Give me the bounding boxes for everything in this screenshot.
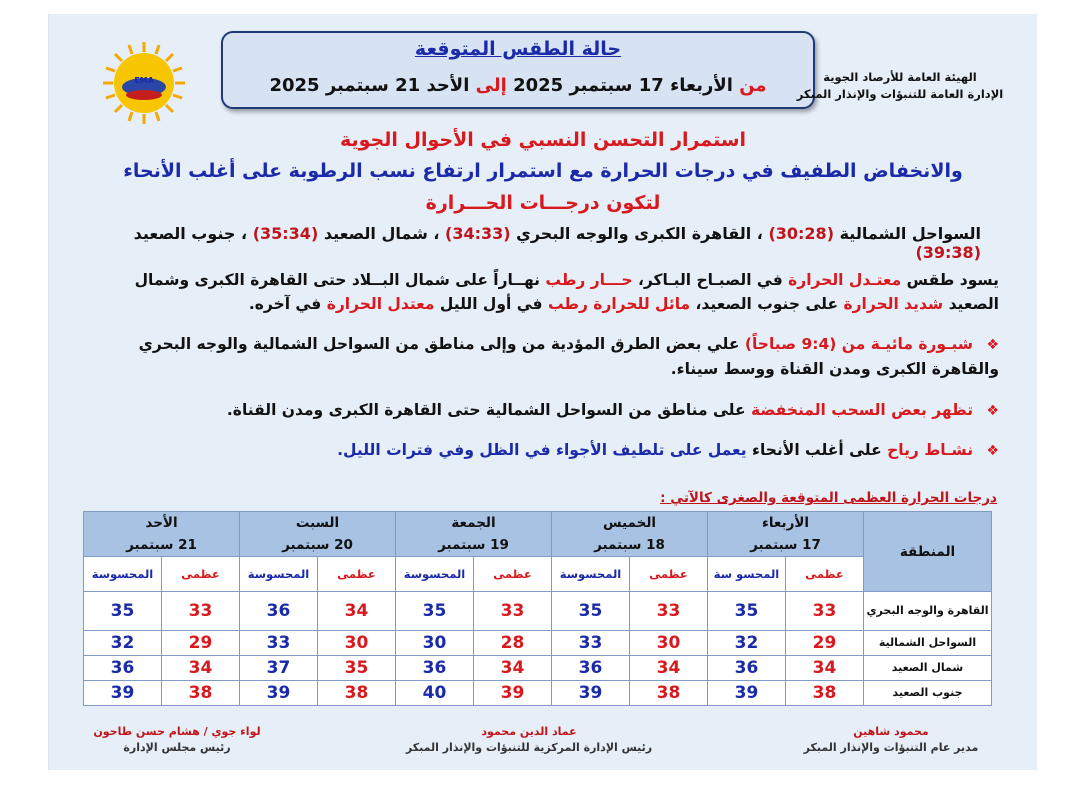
signature-2: عماد الدين محمود رئيس الإدارة المركزية للتنبؤات والإنذار المبكر — [405, 725, 653, 754]
max-label: عظمى — [162, 557, 240, 592]
bulletin-period: من الأربعاء 17 سبتمبر 2025 إلى الأحد 21 سبتمبر 2025 — [269, 75, 767, 96]
feel-label: المحسوسة — [240, 557, 318, 592]
max-temp-cell: 33 — [474, 592, 552, 631]
max-temp-cell: 34 — [162, 656, 240, 681]
feel-temp-cell: 40 — [396, 681, 474, 706]
day-header: الجمعة 19 سبتمبر — [396, 512, 552, 557]
diamond-bullet-icon: ❖ — [986, 337, 999, 353]
day-header: الأربعاء 17 سبتمبر — [708, 512, 864, 557]
max-temp-cell: 38 — [786, 681, 864, 706]
diamond-bullet-icon: ❖ — [986, 403, 999, 419]
region-name: شمال الصعيد — [864, 656, 992, 681]
max-temp-cell: 30 — [318, 631, 396, 656]
day-header: الأحد 21 سبتمبر — [84, 512, 240, 557]
max-temp-cell: 38 — [630, 681, 708, 706]
region-name: القاهرة والوجه البحري — [864, 592, 992, 631]
max-temp-cell: 29 — [786, 631, 864, 656]
feel-temp-cell: 37 — [240, 656, 318, 681]
max-temp-cell: 34 — [474, 656, 552, 681]
feel-temp-cell: 35 — [84, 592, 162, 631]
feel-temp-cell: 39 — [240, 681, 318, 706]
max-temp-cell: 34 — [630, 656, 708, 681]
feel-temp-cell: 36 — [396, 656, 474, 681]
max-temp-cell: 33 — [630, 592, 708, 631]
bullet-fog: ❖ شبـورة مائيـة من (9:4 صباحاً) علي بعض الطرق المؤدية من وإلى مناطق من السواحل الشمالية والوجه البحري والقاهرة الكبرى ومدن القناة ووسط سيناء. — [138, 335, 999, 378]
bullet-clouds: ❖ تظهر بعض السحب المنخفضة على مناطق من السواحل الشمالية حتى القاهرة الكبرى ومدن القناة. — [226, 401, 999, 419]
max-temp-cell: 35 — [318, 656, 396, 681]
feel-temp-cell: 33 — [240, 631, 318, 656]
diamond-bullet-icon: ❖ — [986, 443, 999, 459]
ema-logo-text: EMA — [134, 76, 154, 85]
feel-label: المحسو سة — [708, 557, 786, 592]
day-header: السبت 20 سبتمبر — [240, 512, 396, 557]
feel-temp-cell: 32 — [708, 631, 786, 656]
day-header: الخميس 18 سبتمبر — [552, 512, 708, 557]
headline-3: لتكون درجـــات الحـــرارة — [425, 192, 661, 214]
feel-temp-cell: 39 — [84, 681, 162, 706]
max-temp-cell: 29 — [162, 631, 240, 656]
max-temp-cell: 33 — [162, 592, 240, 631]
forecast-paragraph: يسود طقس معتـدل الحرارة في الصبـاح البـاكر، حـــار رطب نهــاراً على شمال البــلاد حتى القاهرة الكبرى وشمال الصعيد شديد الحرارة على جنوب الصعيد، مائل للحرارة رطب في أول الليل معتدل الحرارة في آخره. — [134, 271, 999, 313]
table-row — [84, 681, 992, 706]
temperature-table — [83, 511, 992, 706]
feel-temp-cell: 36 — [552, 656, 630, 681]
headline-2: والانخفاض الطفيف في درجات الحرارة مع استمرار ارتفاع نسب الرطوبة على أغلب الأنحاء — [123, 160, 963, 182]
region-name: السواحل الشمالية — [864, 631, 992, 656]
bullet-wind: ❖ نشـاط رياح على أغلب الأنحاء يعمل على تلطيف الأجواء في الظل وفي فترات الليل. — [337, 441, 999, 459]
max-temp-cell: 39 — [474, 681, 552, 706]
max-temp-cell: 28 — [474, 631, 552, 656]
ema-logo-icon — [101, 40, 187, 126]
max-temp-cell: 38 — [318, 681, 396, 706]
headline-1: استمرار التحسن النسبي في الأحوال الجوية — [339, 129, 747, 151]
max-temp-cell: 34 — [318, 592, 396, 631]
table-row — [84, 631, 992, 656]
feel-temp-cell: 33 — [552, 631, 630, 656]
region-header: المنطقة — [864, 512, 992, 592]
title-box — [221, 31, 815, 109]
max-temp-cell: 38 — [162, 681, 240, 706]
max-label: عظمى — [474, 557, 552, 592]
sub-header-row — [84, 557, 992, 592]
feel-label: المحسوسة — [552, 557, 630, 592]
signature-1: محمود شاهين مدير عام التنبؤات والإنذار المبكر — [803, 725, 979, 754]
feel-label: المحسوسة — [84, 557, 162, 592]
feel-temp-cell: 32 — [84, 631, 162, 656]
table-body — [84, 592, 992, 706]
region-name: جنوب الصعيد — [864, 681, 992, 706]
table-caption: درجات الحرارة العظمى المتوقعة والصغرى كالآتي : — [660, 490, 997, 506]
max-label: عظمى — [630, 557, 708, 592]
feel-temp-cell: 30 — [396, 631, 474, 656]
feel-label: المحسوسة — [396, 557, 474, 592]
max-temp-cell: 30 — [630, 631, 708, 656]
max-label: عظمى — [786, 557, 864, 592]
bulletin-title: حالة الطقس المتوقعة — [414, 38, 622, 60]
table-row — [84, 592, 992, 631]
feel-temp-cell: 36 — [84, 656, 162, 681]
signature-3: لواء جوي / هشام حسن طاحون رئيس مجلس الإدارة — [93, 725, 261, 754]
feel-temp-cell: 39 — [552, 681, 630, 706]
feel-temp-cell: 39 — [708, 681, 786, 706]
max-label: عظمى — [318, 557, 396, 592]
table-row — [84, 656, 992, 681]
bulletin-page — [48, 14, 1037, 770]
temperature-summary: السواحل الشمالية (30:28) ، القاهرة الكبرى والوجه البحري (34:33) ، شمال الصعيد (35:34) ، جنوب الصعيد (39:38) — [133, 224, 981, 262]
max-temp-cell: 34 — [786, 656, 864, 681]
organization-name: الهيئة العامة للأرصاد الجوية الإدارة العامة للتنبؤات والإنذار المبكر — [796, 70, 1004, 101]
feel-temp-cell: 35 — [396, 592, 474, 631]
feel-temp-cell: 35 — [552, 592, 630, 631]
feel-temp-cell: 36 — [240, 592, 318, 631]
feel-temp-cell: 36 — [708, 656, 786, 681]
max-temp-cell: 33 — [786, 592, 864, 631]
feel-temp-cell: 35 — [708, 592, 786, 631]
